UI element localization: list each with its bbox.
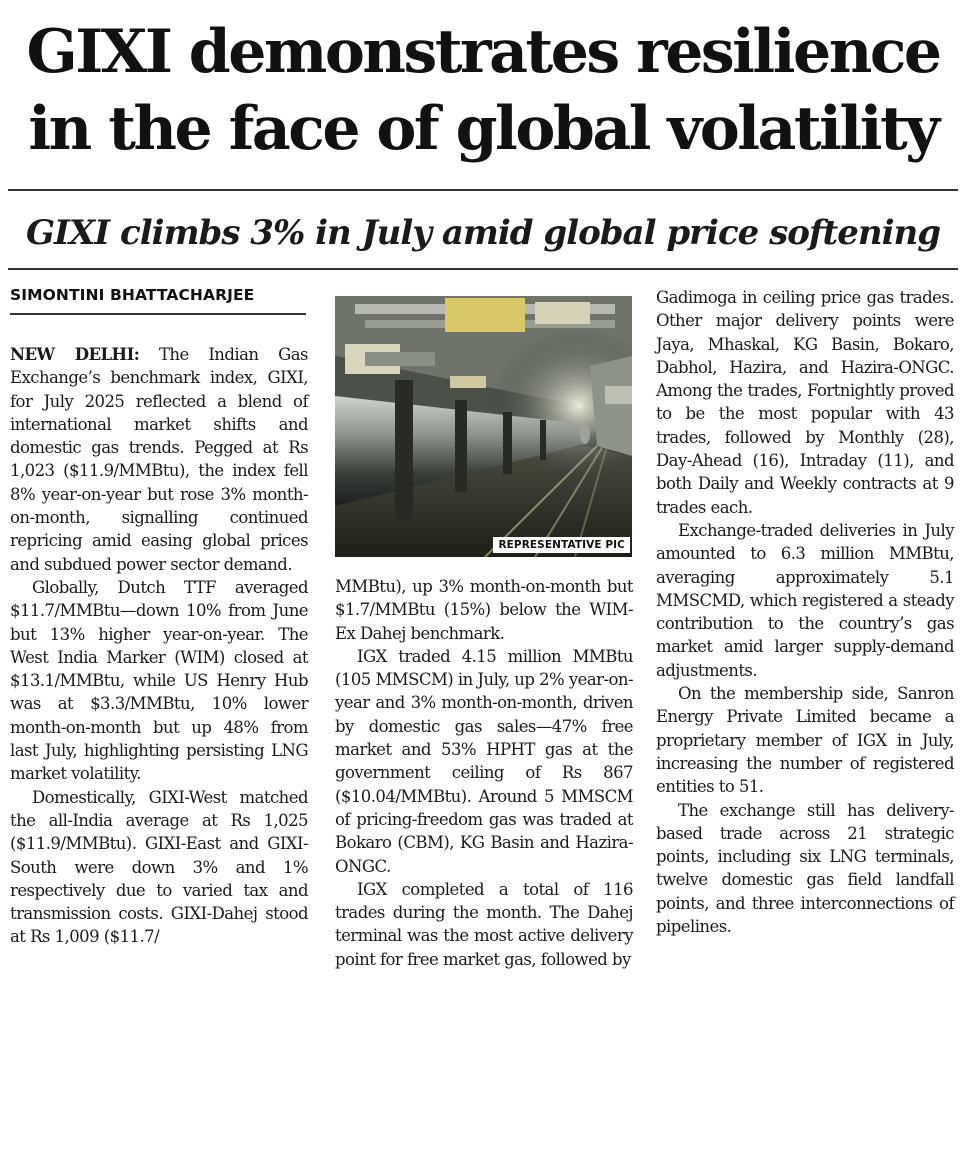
subheadline-divider (8, 268, 958, 270)
paragraph: Gadimoga in ceiling price gas trades. Other major delivery points were Jaya, Mhaskal, KG Basin, Bokaro, Dabhol, Hazira, and Hazira-ONGC. Among the trades, Fortnightly proved to be the most popular with 43 trades, followed by Monthly (28), Day-Ahead (16), Intraday (11), and both Daily and Weekly contracts at 9 trades each. (656, 288, 954, 517)
paragraph: The exchange still has delivery-based trade across 21 strategic points, including six LNG terminals, twelve domestic gas field landfall points, and three interconnections of pipelines. (656, 800, 954, 937)
pipeline-tunnel-image (335, 296, 632, 557)
headline (8, 14, 958, 168)
headline-line-1: GIXI demonstrates resilience (26, 17, 940, 87)
headline-line-2: in the face of global volatility (28, 94, 938, 164)
headline-divider (8, 189, 958, 191)
photo-caption: REPRESENTATIVE PIC (493, 537, 630, 553)
article-column-2 (335, 575, 633, 971)
paragraph: Globally, Dutch TTF averaged $11.7/MMBtu—down 10% from June but 13% higher year-on-year. The West India Marker (WIM) closed at $13.1/MMBtu, while US Henry Hub was at $3.3/MMBtu, 10% lower month-on-month but up 48% from last July, highlighting persisting LNG market volatility. (10, 577, 308, 784)
byline-divider (10, 313, 306, 315)
subheadline: GIXI climbs 3% in July amid global price softening (25, 213, 941, 253)
paragraph: IGX traded 4.15 million MMBtu (105 MMSCM) in July, up 2% year-on-year and 3% month-on-month, driven by domestic gas sales—47% free market and 53% HPHT gas at the government ceiling of Rs 867 ($10.04/MMBtu). Around 5 MMSCM of pricing-freedom gas was traded at Bokaro (CBM), KG Basin and Hazira-ONGC. (335, 646, 633, 876)
paragraph: On the membership side, Sanron Energy Private Limited became a proprietary member of IGX in July, increasing the number of registered entities to 51. (656, 684, 954, 797)
dateline: NEW DELHI: (10, 345, 140, 364)
paragraph: IGX completed a total of 116 trades during the month. The Dahej terminal was the most active delivery point for free market gas, followed by (335, 879, 633, 969)
paragraph: MMBtu), up 3% month-on-month but $1.7/MMBtu (15%) below the WIM-Ex Dahej benchmark. (335, 577, 633, 643)
article-column-3 (656, 286, 954, 938)
paragraph (10, 343, 308, 576)
article-column-1 (10, 343, 308, 949)
byline: SIMONTINI BHATTACHARJEE (10, 286, 255, 304)
paragraph: Exchange-traded deliveries in July amounted to 6.3 million MMBtu, averaging approximately 5.1 MMSCMD, which registered a steady contribution to the country’s gas market amid larger supply-demand adjustments. (656, 520, 954, 680)
paragraph: Domestically, GIXI-West matched the all-India average at Rs 1,025 ($11.9/MMBtu). GIXI-East and GIXI-South were down 3% and 1% respectively due to varied tax and transmission costs. GIXI-Dahej stood at Rs 1,009 ($11.7/ (10, 787, 308, 947)
article-photo (335, 296, 632, 557)
paragraph-text: The Indian Gas Exchange’s benchmark index, GIXI, for July 2025 reflected a blend of international market shifts and domestic gas trends. Pegged at Rs 1,023 ($11.9/MMBtu), the index fell 8% year-on-year but rose 3% month-on-month, signalling continued repricing amid easing global prices and subdued power sector demand. (10, 345, 308, 574)
